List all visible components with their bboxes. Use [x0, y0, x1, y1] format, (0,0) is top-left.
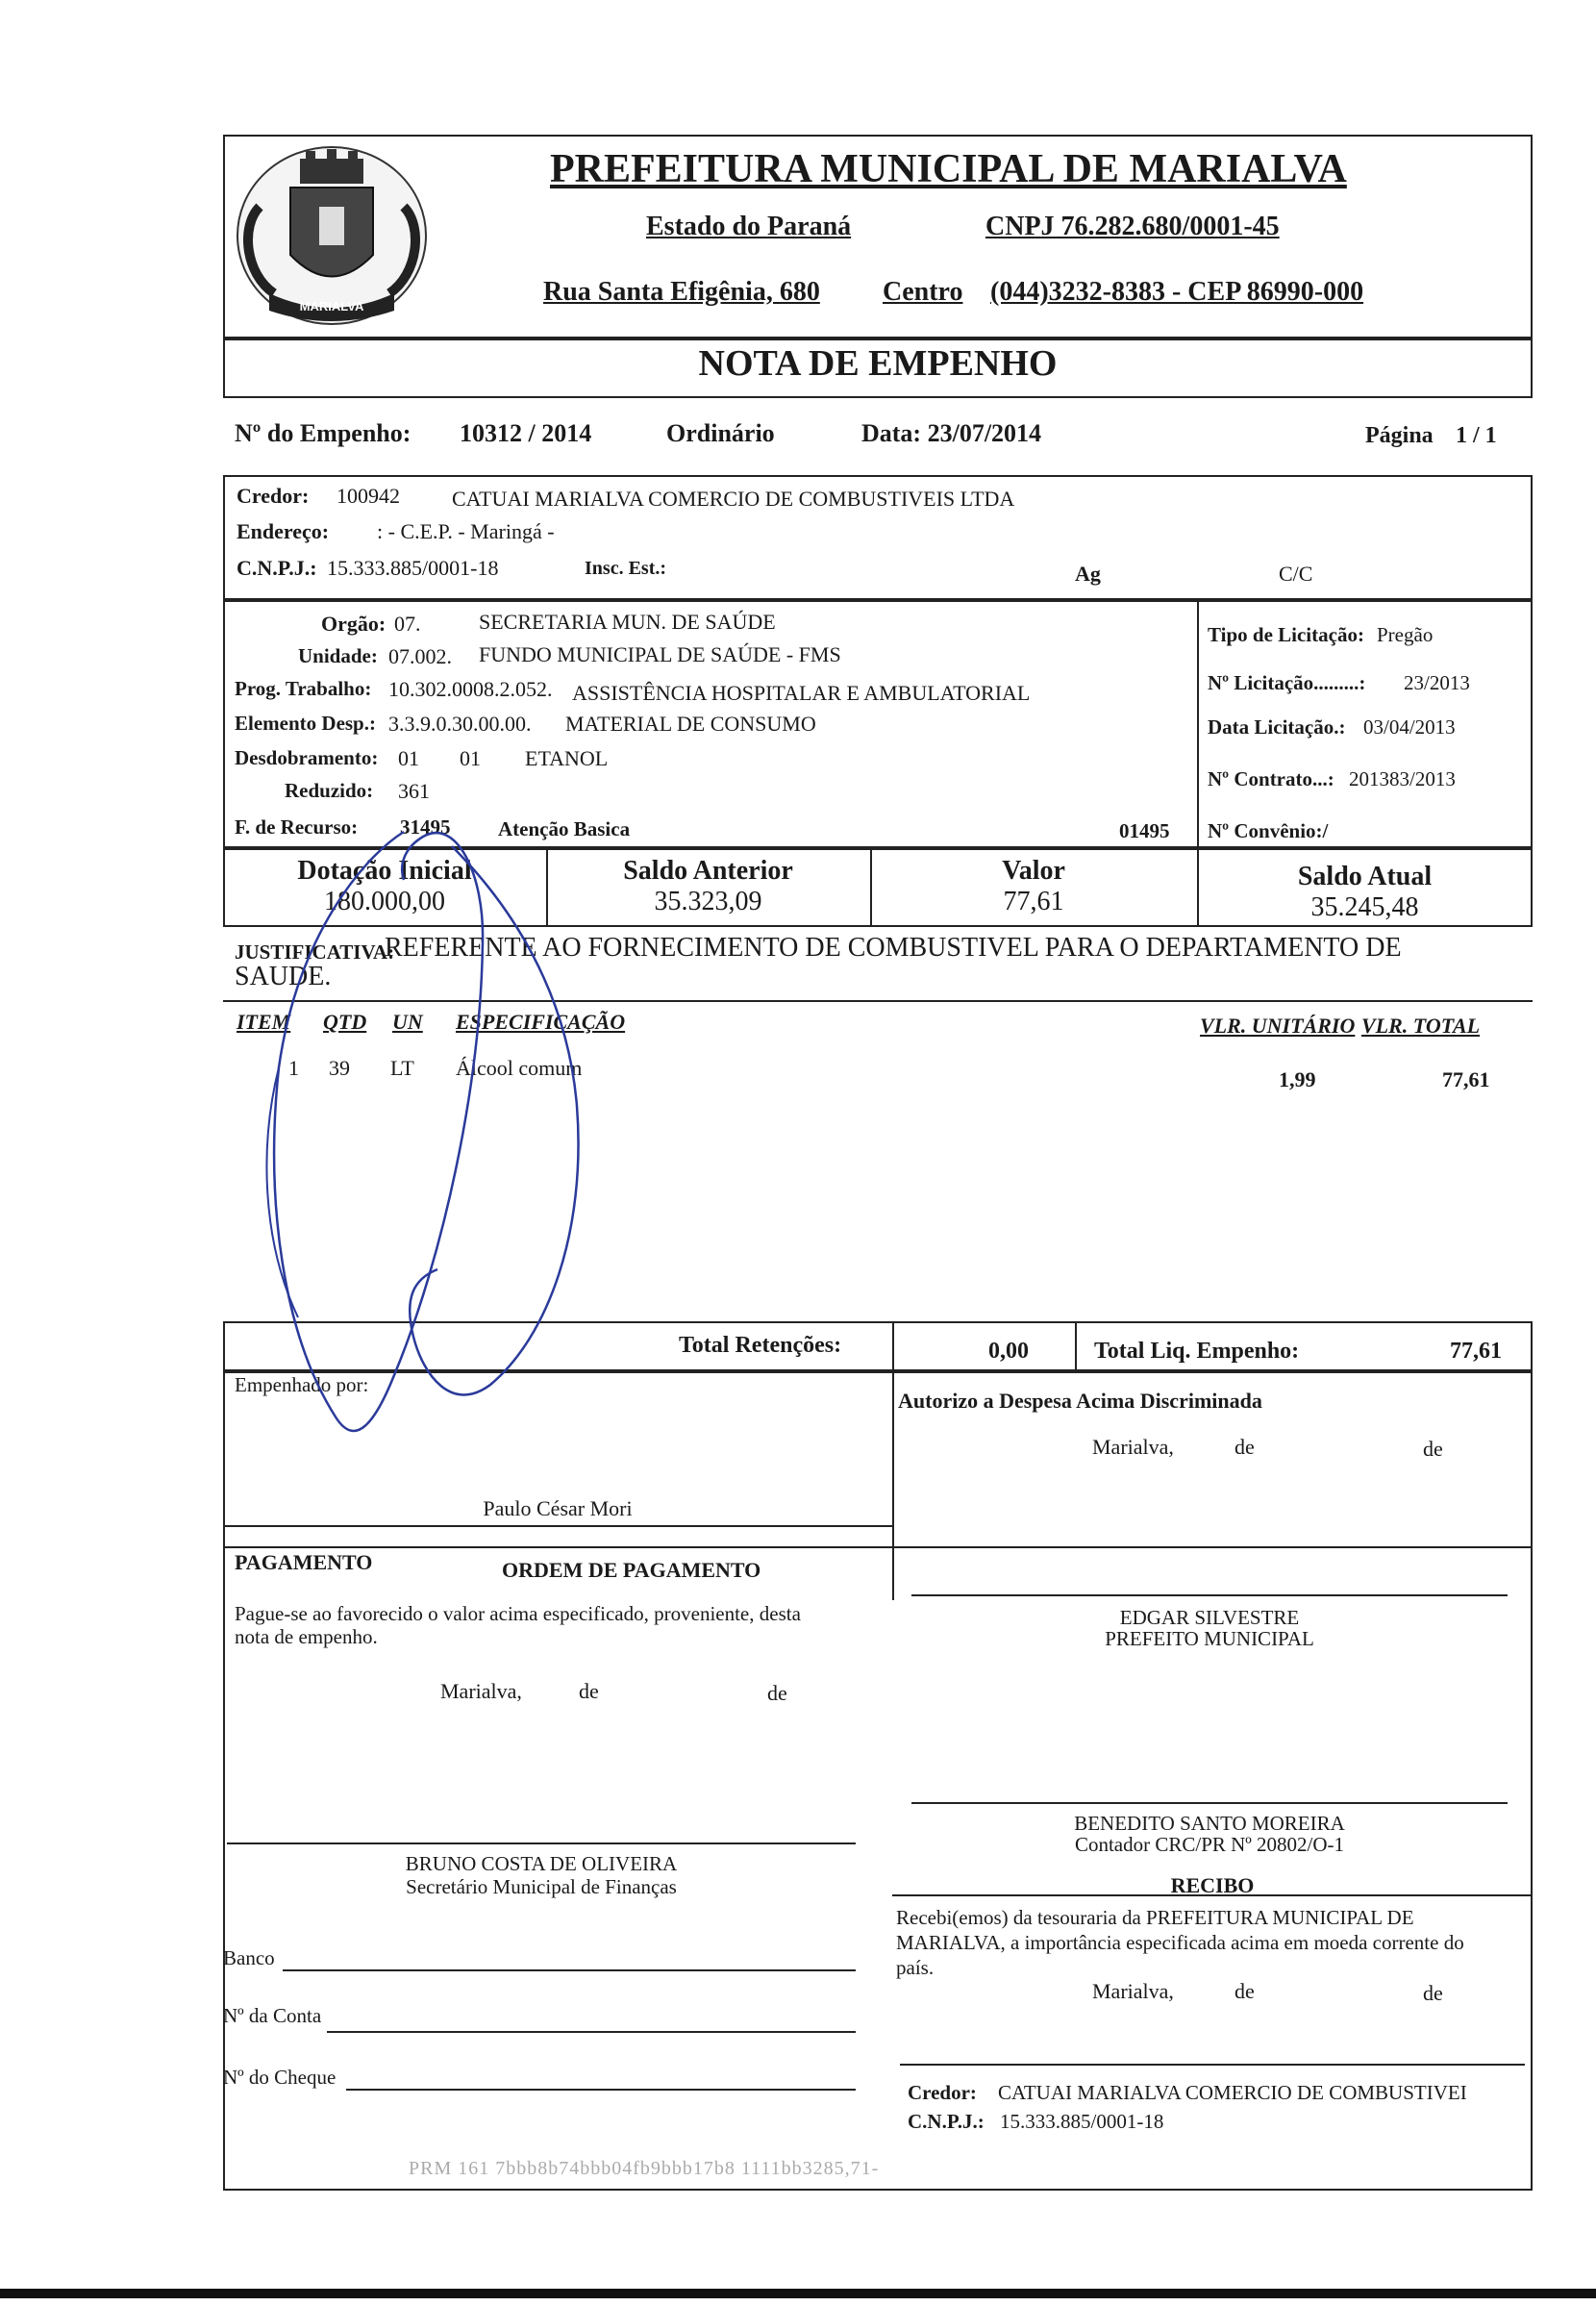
recibo-cnpj-label: C.N.P.J.:	[908, 2110, 985, 2133]
recibo-line1: Recebi(emos) da tesouraria da PREFEITURA MUNICIPAL DE	[896, 1906, 1414, 1929]
ag-label: Ag	[1075, 562, 1101, 586]
footer-stamp: PRM 161 7bbb8b74bbb04fb9bbb17b8 1111bb3285,71-	[409, 2158, 880, 2179]
pague-line2: nota de empenho.	[235, 1625, 378, 1648]
numero-licitacao-label: Nº Licitação.........:	[1208, 671, 1366, 694]
contrato-value: 201383/2013	[1349, 767, 1456, 790]
autorizo-marialva: Marialva,	[1092, 1435, 1174, 1459]
col-un: UN	[392, 1010, 423, 1034]
prefeitura-cnpj: CNPJ 76.282.680/0001-45	[985, 212, 1280, 241]
elemento-desp-label: Elemento Desp.:	[235, 712, 376, 735]
scan-bottom-bar	[0, 2289, 1596, 2298]
endereco-value: : - C.E.P. - Maringá -	[377, 519, 555, 543]
doc-title: NOTA DE EMPENHO	[698, 343, 1058, 384]
empenhado-por-label: Empenhado por:	[235, 1373, 369, 1396]
orgao-name: SECRETARIA MUN. DE SAÚDE	[479, 610, 776, 634]
recibo-de1: de	[1234, 1979, 1255, 2003]
svg-text:MARIALVA: MARIALVA	[299, 299, 364, 313]
handwritten-signature	[260, 798, 711, 1471]
signatures-hline-2	[223, 1546, 1533, 1548]
credor-cnpj-label: C.N.P.J.:	[237, 556, 317, 580]
data-licitacao-value: 03/04/2013	[1363, 715, 1456, 739]
unidade-label: Unidade:	[298, 644, 378, 667]
elemento-desp-code: 3.3.9.0.30.00.00.	[388, 712, 532, 736]
col-especificacao: ESPECIFICAÇÃO	[456, 1010, 626, 1034]
empenho-type: Ordinário	[666, 419, 775, 447]
recibo-de2: de	[1423, 1981, 1443, 2005]
total-retencoes-value: 0,00	[988, 1339, 1029, 1364]
convenio-label: Nº Convênio:/	[1208, 819, 1329, 842]
elemento-desp-name: MATERIAL DE CONSUMO	[565, 712, 816, 736]
empenho-date: Data: 23/07/2014	[861, 419, 1042, 447]
reduzido-value: 361	[398, 779, 430, 803]
total-liq-value: 77,61	[1450, 1339, 1502, 1364]
dotacao-inicial-value: 180.000,00	[324, 887, 445, 916]
justificativa-line1: REFERENTE AO FORNECIMENTO DE COMBUSTIVEL PARA O DEPARTAMENTO DE	[385, 933, 1402, 963]
empenhado-nome: Paulo César Mori	[483, 1496, 633, 1520]
credor-label: Credor:	[237, 484, 310, 508]
empenho-number: 10312 / 2014	[460, 419, 592, 447]
tipo-licitacao-value: Pregão	[1377, 623, 1434, 646]
dotacao-inicial-label: Dotação Inicial	[297, 856, 472, 886]
item-number: 1	[288, 1056, 299, 1080]
item-qtd: 39	[329, 1056, 350, 1080]
saldo-anterior-label: Saldo Anterior	[623, 856, 793, 886]
prefeitura-address: Rua Santa Efigênia, 680	[543, 277, 820, 307]
justificativa-line2: SAUDE.	[235, 962, 332, 991]
desdobramento-label: Desdobramento:	[235, 746, 379, 769]
recibo-sign-line	[900, 2064, 1525, 2066]
contador-sign-line	[911, 1802, 1508, 1804]
recibo-marialva: Marialva,	[1092, 1979, 1174, 2003]
data-licitacao-label: Data Licitação.:	[1208, 715, 1346, 739]
credor-code: 100942	[337, 484, 400, 508]
unidade-name: FUNDO MUNICIPAL DE SAÚDE - FMS	[479, 642, 841, 666]
prog-trabalho-code: 10.302.0008.2.052.	[388, 677, 553, 701]
orgao-code: 07.	[394, 612, 421, 636]
unidade-code: 07.002.	[388, 644, 452, 668]
prefeitura-phone-cep: (044)3232-8383 - CEP 86990-000	[990, 277, 1364, 307]
estado-label: Estado do Paraná	[646, 212, 852, 241]
recibo-credor-label: Credor:	[908, 2081, 977, 2104]
pagamento-title: PAGAMENTO	[235, 1550, 373, 1574]
fonte-recurso-code2: 01495	[1119, 819, 1170, 842]
saldo-atual-value: 35.245,48	[1310, 892, 1419, 922]
conta-label: Nº da Conta	[223, 2004, 322, 2027]
numero-licitacao-value: 23/2013	[1404, 671, 1470, 694]
prefeitura-centro: Centro	[883, 277, 963, 307]
signatures-divider	[892, 1371, 894, 1600]
contador-nome: BENEDITO SANTO MOREIRA	[1074, 1812, 1345, 1835]
banco-line	[283, 1969, 856, 1971]
contador-cargo: Contador CRC/PR Nº 20802/O-1	[1074, 1833, 1345, 1856]
cheque-label: Nº do Cheque	[223, 2066, 337, 2089]
fonte-recurso-label: F. de Recurso:	[235, 815, 359, 839]
item-vlr-unitario: 1,99	[1279, 1067, 1316, 1091]
orgao-label: Orgão:	[321, 612, 387, 636]
saldo-atual-label: Saldo Atual	[1297, 862, 1433, 891]
desdobramento-b: 01	[460, 746, 481, 770]
pagamento-de1: de	[579, 1679, 599, 1703]
item-un: LT	[390, 1056, 414, 1080]
total-retencoes-label: Total Retenções:	[679, 1333, 842, 1358]
municipal-crest-logo	[231, 139, 433, 332]
signatures-hline-1	[223, 1525, 892, 1527]
credor-cnpj: 15.333.885/0001-18	[327, 556, 499, 580]
pagamento-marialva: Marialva,	[440, 1679, 522, 1703]
item-vlr-total: 77,61	[1442, 1067, 1490, 1091]
prefeito-nome: EDGAR SILVESTRE	[1119, 1606, 1300, 1629]
recibo-credor-value: CATUAI MARIALVA COMERCIO DE COMBUSTIVEI	[998, 2081, 1467, 2104]
recibo-title: RECIBO	[1170, 1873, 1255, 1897]
col-qtd: QTD	[323, 1010, 367, 1034]
cc-label: C/C	[1279, 562, 1313, 586]
signatures-box	[223, 1371, 1533, 2191]
col-item: ITEM	[237, 1010, 291, 1034]
fonte-recurso-code: 31495	[400, 815, 451, 839]
secretario-cargo: Secretário Municipal de Finanças	[406, 1875, 677, 1898]
page-label: Página	[1365, 423, 1434, 448]
ordem-pagamento-title: ORDEM DE PAGAMENTO	[502, 1558, 761, 1582]
empenho-number-label: Nº do Empenho:	[235, 419, 411, 447]
prog-trabalho-label: Prog. Trabalho:	[235, 677, 372, 700]
autorizo-de1: de	[1234, 1435, 1255, 1459]
prefeitura-title: PREFEITURA MUNICIPAL DE MARIALVA	[550, 147, 1347, 191]
insc-est-label: Insc. Est.:	[585, 558, 667, 579]
item-especificacao: Álcool comum	[456, 1056, 583, 1080]
contrato-label: Nº Contrato...:	[1208, 767, 1334, 790]
recibo-top-line	[892, 1894, 1533, 1896]
autorizo-de2: de	[1423, 1437, 1443, 1461]
conta-line	[327, 2031, 856, 2033]
secretario-sign-line	[227, 1842, 856, 1844]
tipo-licitacao-label: Tipo de Licitação:	[1208, 623, 1364, 646]
prefeito-sign-line	[911, 1594, 1508, 1596]
cheque-line	[346, 2089, 856, 2091]
credor-name: CATUAI MARIALVA COMERCIO DE COMBUSTIVEIS LTDA	[452, 487, 1015, 511]
recibo-line2: MARIALVA, a importância especificada acima em moeda corrente do	[896, 1931, 1464, 1954]
secretario-nome: BRUNO COSTA DE OLIVEIRA	[405, 1852, 678, 1875]
valor-label: Valor	[1002, 856, 1065, 886]
recibo-line3: país.	[896, 1956, 935, 1979]
fonte-recurso-name: Atenção Basica	[498, 817, 631, 840]
reduzido-label: Reduzido:	[285, 779, 374, 802]
justificativa-label: JUSTIFICATIVA:	[235, 940, 395, 964]
total-liq-label: Total Liq. Empenho:	[1094, 1339, 1300, 1364]
totals-divider-1	[892, 1321, 894, 1371]
col-vlr-total: VLR. TOTAL	[1361, 1014, 1481, 1038]
dotacao-divider	[1197, 600, 1199, 848]
desdobramento-name: ETANOL	[525, 746, 609, 770]
recibo-cnpj-value: 15.333.885/0001-18	[1000, 2110, 1164, 2133]
totals-divider-2	[1075, 1321, 1077, 1371]
prog-trabalho-name: ASSISTÊNCIA HOSPITALAR E AMBULATORIAL	[572, 681, 1031, 705]
pague-line1: Pague-se ao favorecido o valor acima especificado, proveniente, desta	[235, 1602, 801, 1625]
endereco-label: Endereço:	[237, 519, 330, 543]
banco-label: Banco	[223, 1946, 275, 1969]
autorizo-text: Autorizo a Despesa Acima Discriminada	[898, 1389, 1262, 1413]
col-vlr-unitario: VLR. UNITÁRIO	[1200, 1014, 1356, 1038]
page-number: 1 / 1	[1456, 423, 1497, 448]
pagamento-de2: de	[767, 1681, 787, 1705]
saldo-anterior-value: 35.323,09	[654, 887, 762, 916]
prefeito-cargo: PREFEITO MUNICIPAL	[1105, 1627, 1314, 1650]
valor-value: 77,61	[1003, 887, 1064, 916]
desdobramento-a: 01	[398, 746, 419, 770]
